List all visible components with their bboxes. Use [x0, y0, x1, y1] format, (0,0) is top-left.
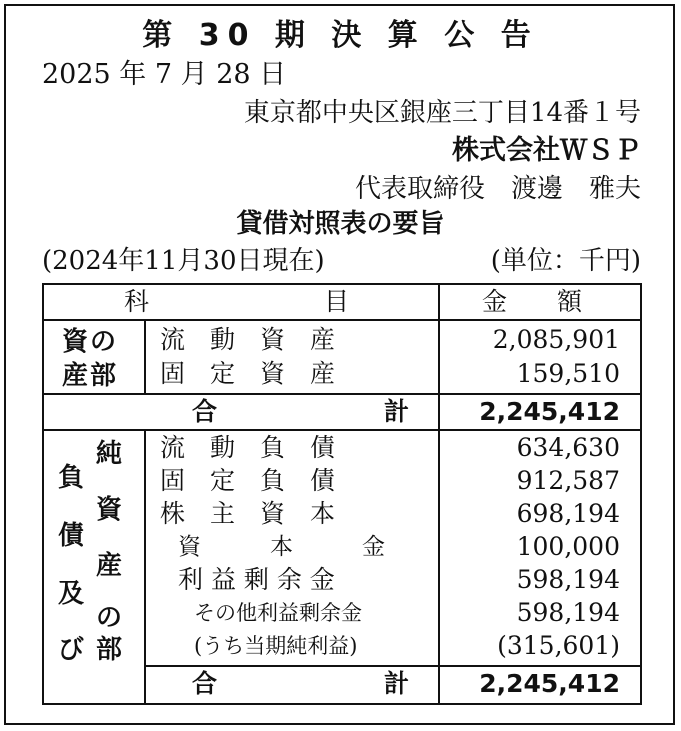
notice-title: 第 30 期 決 算 公 告	[142, 18, 539, 53]
asset-row-amount: 159,510	[516, 359, 620, 388]
liabilities-label-char: び	[58, 635, 85, 665]
liabilities-label-char: 及	[58, 579, 85, 609]
liability-row-amount: (315,601)	[497, 631, 620, 660]
liability-row-label: (うち当期純利益)	[194, 634, 358, 658]
liabilities-label-char: の	[96, 603, 123, 633]
liability-row-label: 利 益 剰 余 金	[178, 565, 335, 594]
liabilities-label-char: 産	[96, 551, 123, 581]
liabilities-label-char: 部	[96, 635, 123, 665]
liability-row-amount: 698,194	[516, 499, 620, 528]
liability-row-amount: 598,194	[516, 598, 620, 627]
liabilities-label-char: 債	[58, 521, 85, 551]
header-item-right: 目	[324, 287, 350, 316]
liability-row-label: 資 本 金	[178, 534, 385, 560]
unit-label: (単位：千円)	[490, 246, 641, 276]
representative: 代表取締役 渡邊 雅夫	[354, 174, 641, 204]
balance-sheet-title: 貸借対照表の要旨	[236, 209, 445, 239]
company-address: 東京都中央区銀座三丁目14番１号	[243, 98, 641, 128]
notice-date: 2025 年 7 月 28 日	[42, 59, 287, 90]
liabilities-total-amount: 2,245,412	[479, 669, 620, 698]
liabilities-label-divider	[144, 429, 146, 703]
liability-row-label: その他利益剰余金	[194, 601, 362, 625]
liability-row-amount: 100,000	[516, 532, 620, 561]
assets-total-right: 計	[384, 397, 410, 426]
assets-total-amount: 2,245,412	[479, 397, 620, 426]
liability-row-amount: 912,587	[516, 466, 620, 495]
asset-row-amount: 2,085,901	[492, 325, 620, 354]
liabilities-label-char: 負	[58, 463, 85, 493]
balance-sheet-table	[42, 283, 642, 705]
liability-row-amount: 598,194	[516, 565, 620, 594]
asset-row-label: 固 定 資 産	[160, 359, 336, 388]
header-item-left: 科	[124, 287, 150, 316]
assets-section-label-2: 産部	[62, 361, 119, 391]
company-name: 株式会社ＷＳＰ	[452, 135, 641, 166]
assets-label-divider	[144, 319, 146, 394]
liability-row-amount: 634,630	[516, 433, 620, 462]
assets-total-left: 合	[192, 397, 218, 426]
as-of-date: (2024年11月30日現在)	[42, 246, 325, 276]
liabilities-label-char: 純	[96, 439, 123, 469]
liability-row-label: 株 主 資 本	[160, 499, 336, 528]
liability-row-label: 流 動 負 債	[160, 433, 336, 462]
asset-row-label: 流 動 資 産	[160, 325, 336, 354]
header-divider	[44, 319, 640, 321]
liabilities-total-right: 計	[384, 669, 410, 698]
liabilities-label-char: 資	[96, 495, 123, 525]
liabilities-total-left: 合	[192, 669, 218, 698]
assets-section-label-1: 資の	[62, 327, 119, 357]
liability-row-label: 固 定 負 債	[160, 466, 336, 495]
header-amount: 金 額	[482, 287, 583, 316]
